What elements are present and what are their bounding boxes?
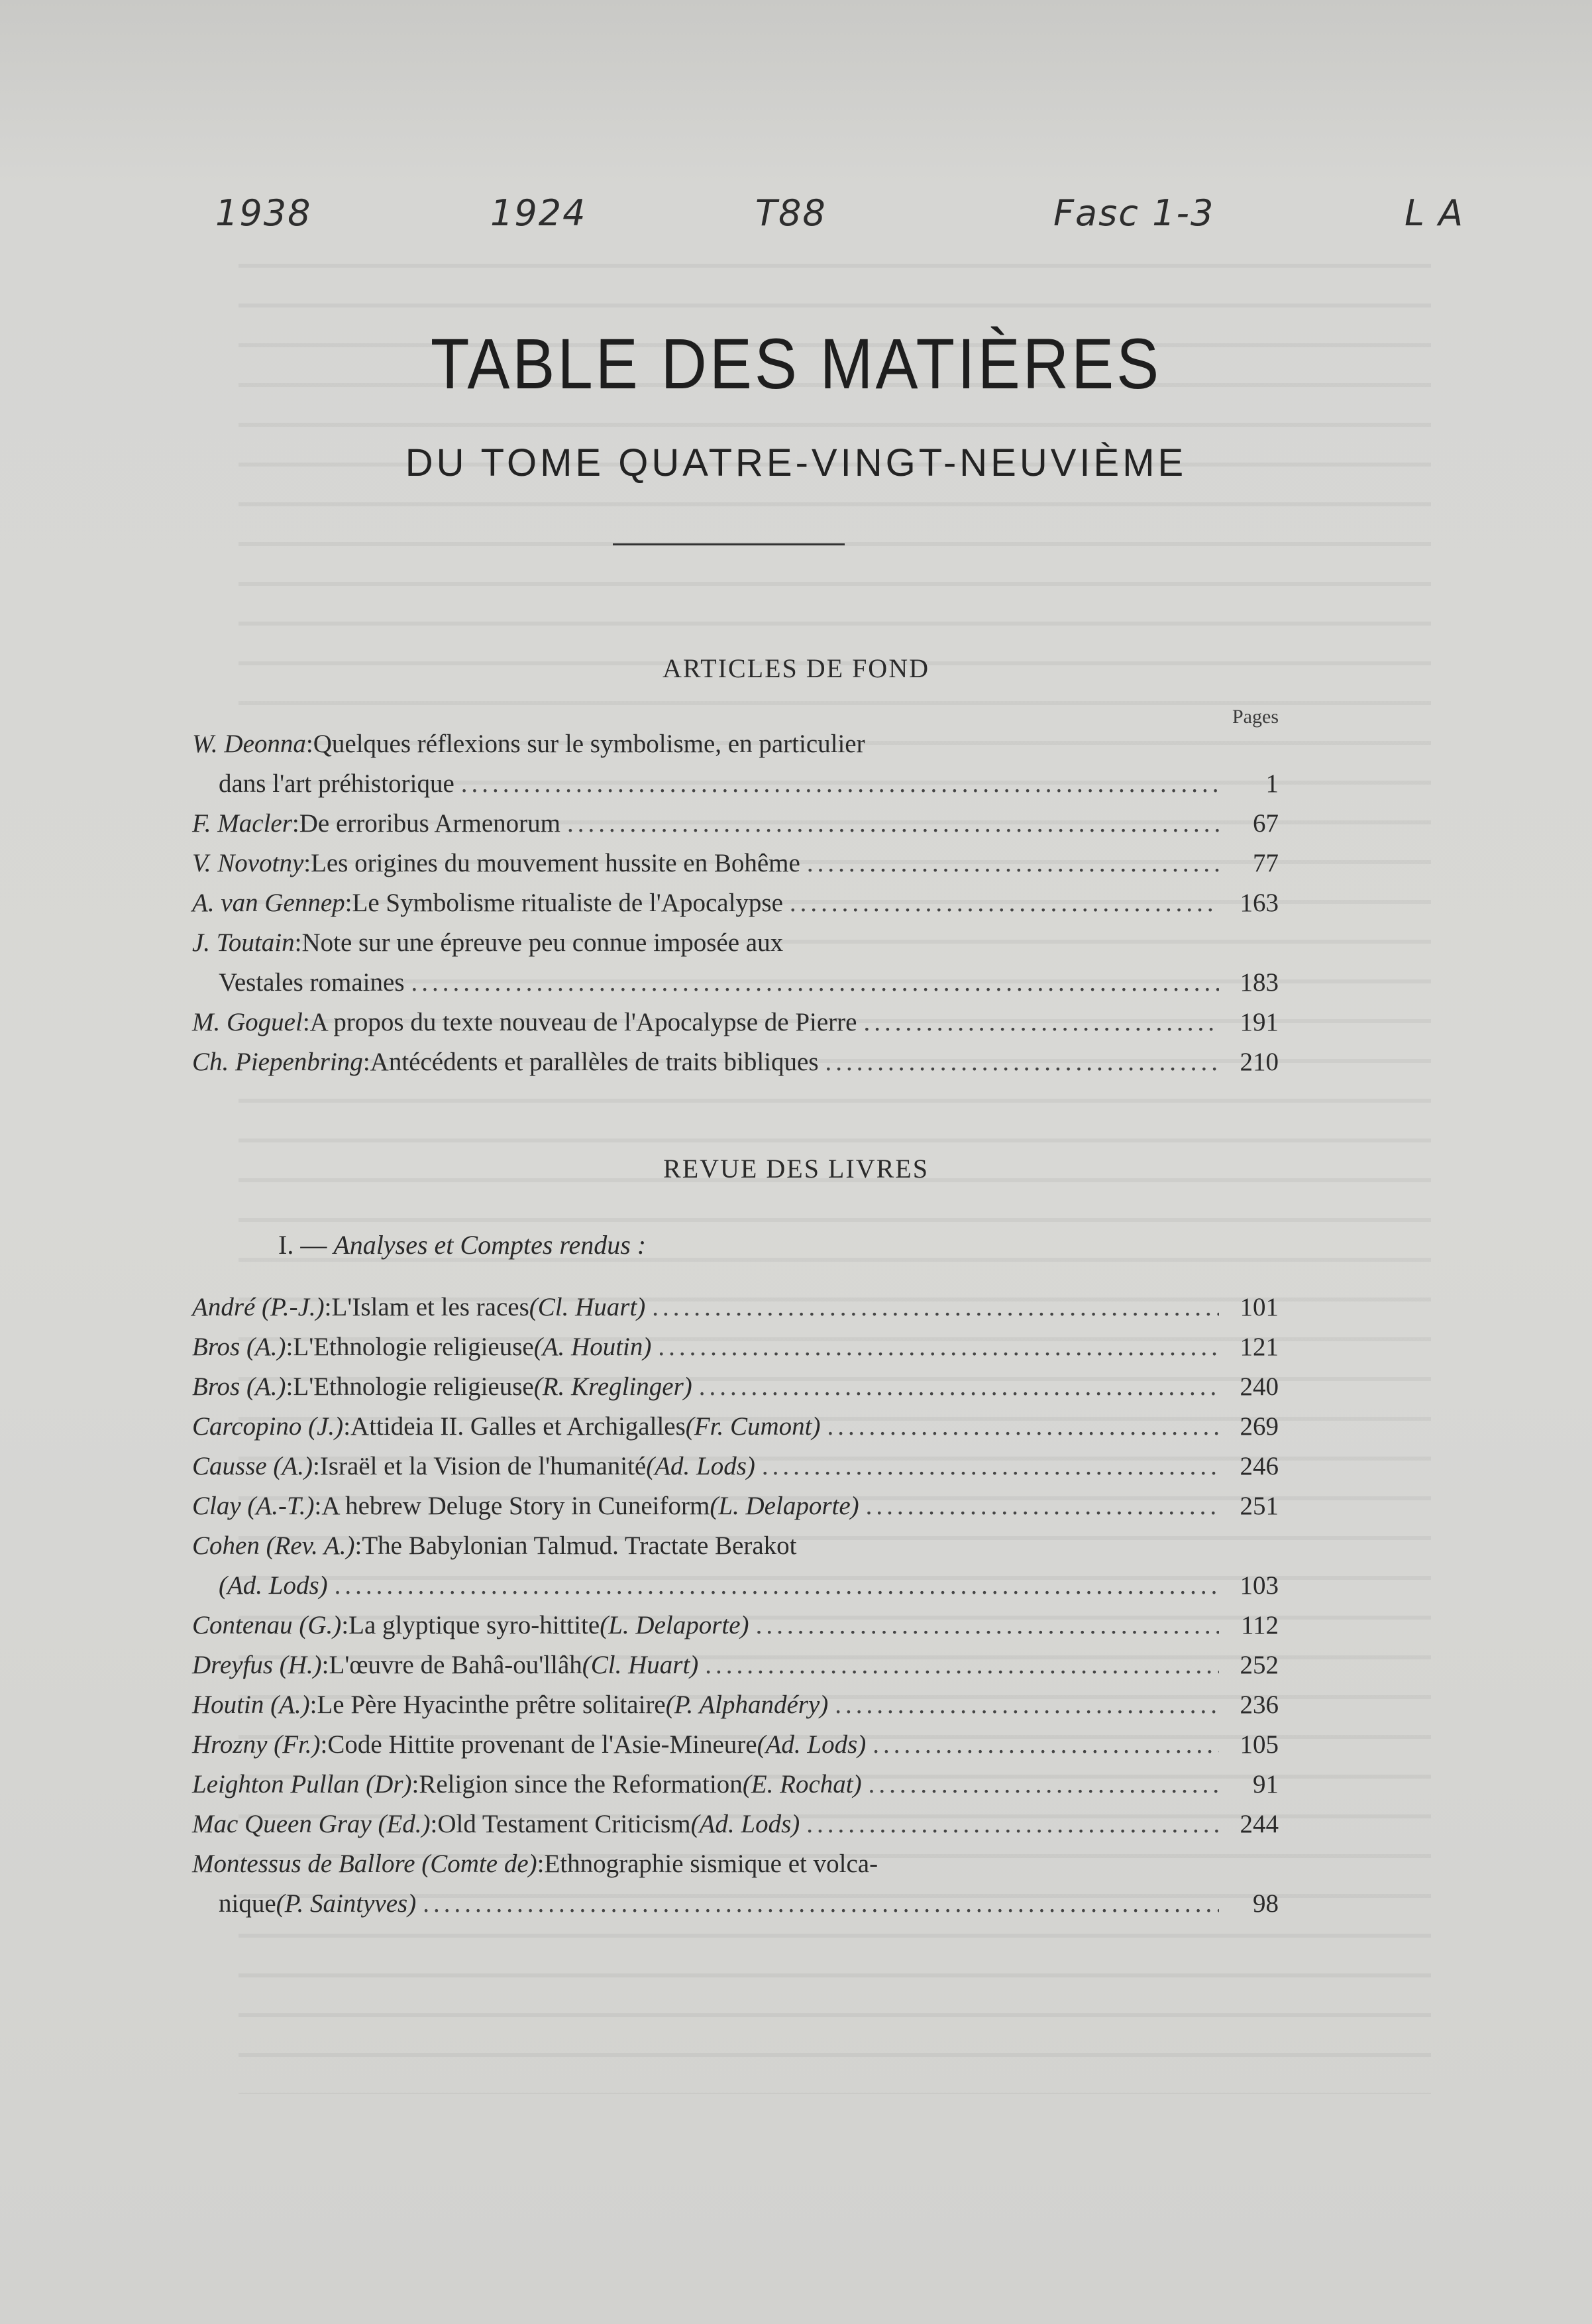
section-heading-articles: ARTICLES DE FOND bbox=[663, 653, 929, 683]
toc-entry: Cohen (Rev. A.) : The Babylonian Talmud. Tractate Berakot bbox=[192, 1531, 797, 1560]
toc-entry: Causse (A.) : Israël et la Vision de l'humanité (Ad. Lods) ..... 246 bbox=[192, 1451, 1279, 1491]
handwritten-note: L A bbox=[1405, 192, 1465, 234]
toc-entry: A. van Gennep : Le Symbolisme ritualiste de l'Apocalypse ..... 163 bbox=[192, 888, 1279, 928]
toc-entry: J. Toutain : Note sur une épreuve peu connue imposée aux bbox=[192, 928, 784, 957]
toc-entry: Montessus de Ballore (Comte de) : Ethnographie sismique et volca- bbox=[192, 1850, 878, 1878]
entry-author: W. Deonna bbox=[192, 730, 306, 758]
entry-title: A propos du texte nouveau de l'Apocalypse de Pierre bbox=[309, 1008, 857, 1036]
toc-entry-continuation: (Ad. Lods) ..... 103 bbox=[192, 1571, 1279, 1610]
page-title: TABLE DES MATIÈRES bbox=[430, 324, 1162, 404]
toc-entry: Carcopino (J.) : Attideia II. Galles et Archigalles (Fr. Cumont) ..... 269 bbox=[192, 1411, 1279, 1451]
toc-entry: Ch. Piepenbring : Antécédents et parallèles de traits bibliques ..... 210 bbox=[192, 1047, 1279, 1087]
pages-column-label: Pages bbox=[1232, 706, 1279, 728]
entry-author: M. Goguel bbox=[192, 1008, 303, 1036]
toc-entry: André (P.-J.) : L'Islam et les races (Cl. Huart) ..... 101 bbox=[192, 1292, 1279, 1332]
page-subtitle: DU TOME QUATRE-VINGT-NEUVIÈME bbox=[405, 441, 1187, 484]
entry-title: Quelques réflexions sur le symbolisme, en particulier bbox=[313, 730, 865, 758]
entry-author: V. Novotny bbox=[192, 849, 304, 877]
toc-entry: Contenau (G.) : La glyptique syro-hittite (L. Delaporte) ..... 112 bbox=[192, 1610, 1279, 1650]
toc-entry-continuation: dans l'art préhistorique ..... 1 bbox=[192, 769, 1279, 808]
toc-entry: Mac Queen Gray (Ed.) : Old Testament Criticism (Ad. Lods) ..... 244 bbox=[192, 1809, 1279, 1849]
toc-entry-continuation: nique (P. Saintyves) ..... 98 bbox=[192, 1889, 1279, 1928]
entry-page: 67 bbox=[1253, 809, 1279, 838]
subsection-heading: I. — Analyses et Comptes rendus : bbox=[278, 1230, 647, 1260]
entry-page: 210 bbox=[1240, 1048, 1279, 1076]
entry-title: Les origines du mouvement hussite en Bohême bbox=[311, 849, 800, 877]
toc-entry: Bros (A.) : L'Ethnologie religieuse (A. Houtin) ..... 121 bbox=[192, 1332, 1279, 1372]
entry-author: J. Toutain bbox=[192, 928, 295, 957]
toc-entry: V. Novotny : Les origines du mouvement hussite en Bohême ..... 77 bbox=[192, 848, 1279, 888]
entry-title: Le Symbolisme ritualiste de l'Apocalypse bbox=[352, 889, 783, 917]
entry-page: 191 bbox=[1240, 1008, 1279, 1036]
toc-entry: Houtin (A.) : Le Père Hyacinthe prêtre solitaire (P. Alphandéry) ..... 236 bbox=[192, 1690, 1279, 1730]
entry-page: 77 bbox=[1253, 849, 1279, 877]
entry-page: 183 bbox=[1240, 968, 1279, 997]
section-heading-livres: REVUE DES LIVRES bbox=[663, 1154, 929, 1184]
entry-reviewer: (Cl. Huart) bbox=[529, 1293, 646, 1321]
handwritten-note: Fasc 1-3 bbox=[1053, 192, 1215, 234]
toc-entry-continuation: Vestales romaines ..... 183 bbox=[192, 968, 1279, 1007]
entry-title: Antécédents et parallèles de traits bibliques bbox=[370, 1048, 819, 1076]
handwritten-annotations bbox=[0, 192, 1592, 245]
entry-author: A. van Gennep bbox=[192, 889, 345, 917]
entry-page: 163 bbox=[1240, 889, 1279, 917]
handwritten-note: 1938 bbox=[215, 192, 312, 234]
entry-author: F. Macler bbox=[192, 809, 292, 838]
entry-page: 1 bbox=[1265, 769, 1279, 798]
toc-entry: F. Macler : De erroribus Armenorum ..... 67 bbox=[192, 808, 1279, 848]
toc-entry: Clay (A.-T.) : A hebrew Deluge Story in Cuneiform (L. Delaporte) ..... 251 bbox=[192, 1491, 1279, 1531]
handwritten-note: 1924 bbox=[490, 192, 587, 234]
handwritten-note: T88 bbox=[755, 192, 827, 234]
toc-entry: Leighton Pullan (Dr) : Religion since the Reformation (E. Rochat) ..... 91 bbox=[192, 1769, 1279, 1809]
toc-entry: W. Deonna : Quelques réflexions sur le symbolisme, en particulier bbox=[192, 730, 865, 758]
toc-entry: Hrozny (Fr.) : Code Hittite provenant de l'Asie-Mineure (Ad. Lods) ..... 105 bbox=[192, 1730, 1279, 1769]
entry-author: Ch. Piepenbring bbox=[192, 1048, 363, 1076]
toc-entry: M. Goguel : A propos du texte nouveau de l'Apocalypse de Pierre ..... 191 bbox=[192, 1007, 1279, 1047]
title-rule bbox=[613, 543, 845, 545]
toc-entry: Bros (A.) : L'Ethnologie religieuse (R. Kreglinger) ..... 240 bbox=[192, 1372, 1279, 1411]
toc-entry: Dreyfus (H.) : L'œuvre de Bahâ-ou'llâh (Cl. Huart) ..... 252 bbox=[192, 1650, 1279, 1690]
entry-title: De erroribus Armenorum bbox=[299, 809, 560, 838]
entry-title: Note sur une épreuve peu connue imposée aux bbox=[301, 928, 784, 957]
